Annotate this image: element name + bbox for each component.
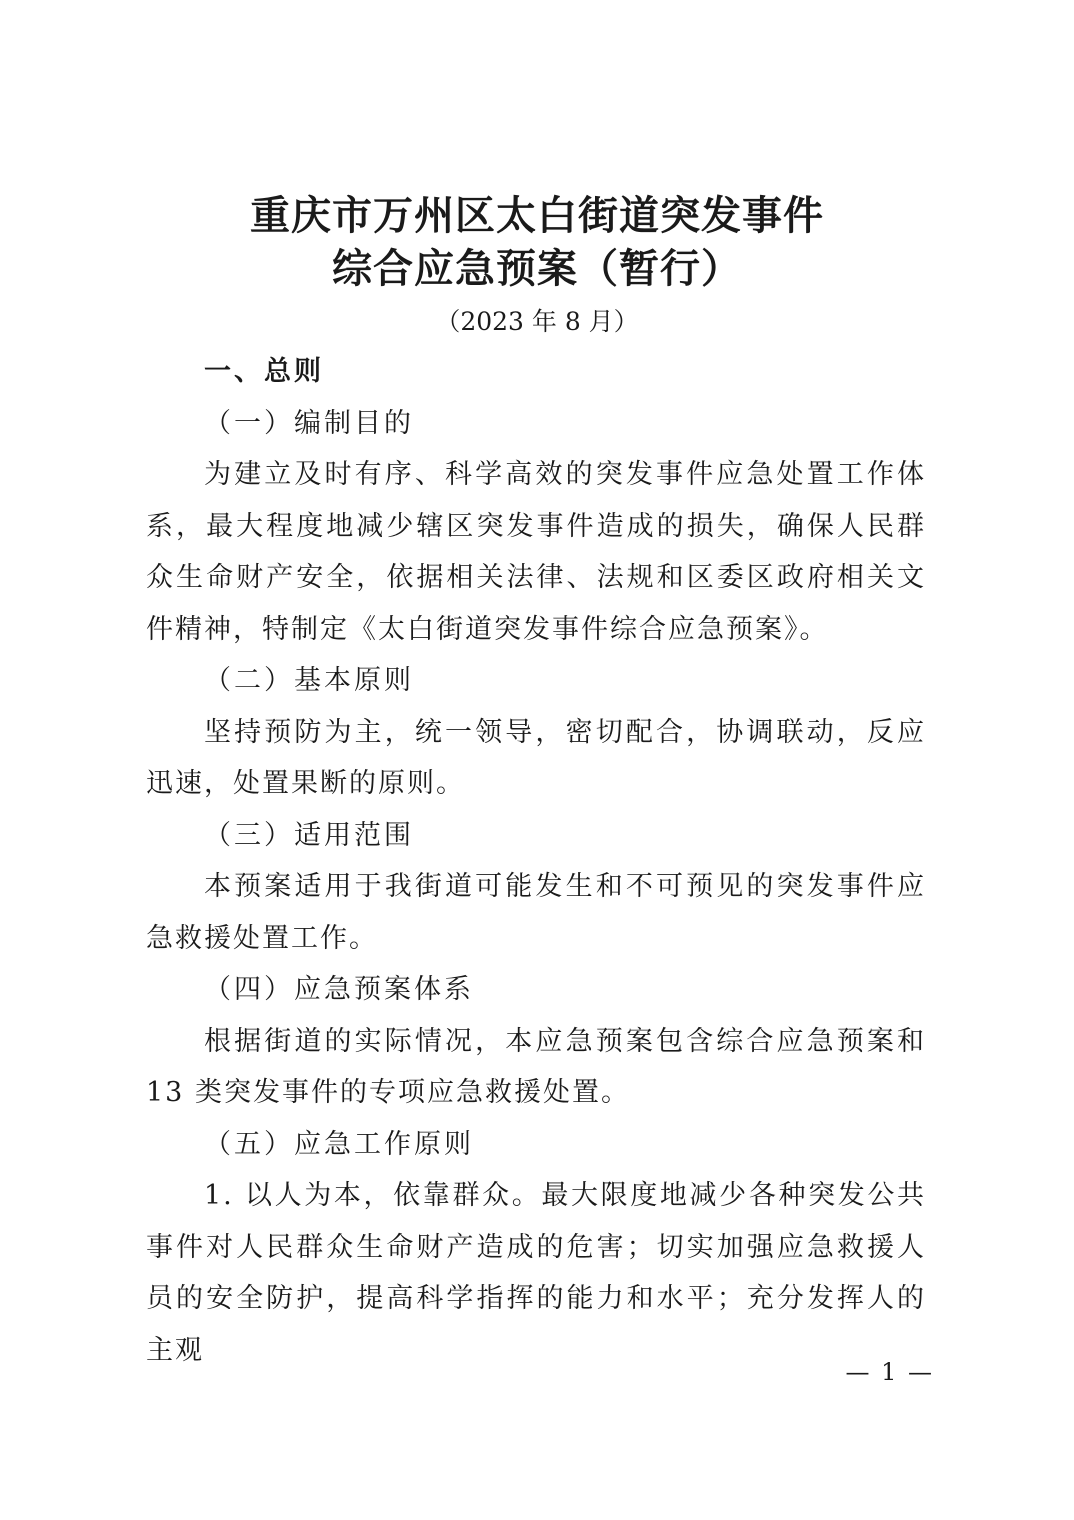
subsection-heading-work-principle: （五）应急工作原则 [204, 1128, 474, 1160]
paragraph-purpose: 为建立及时有序、科学高效的突发事件应急处置工作体系，最大程度地减少辖区突发事件造成的损失，确保人民群众生命财产安全，依据相关法律、法规和区委区政府相关文件精神，特制定《太白街道突发事件综合应急预案》。 [146, 459, 926, 645]
document-title-line2: 综合应急预案（暂行） [332, 245, 742, 292]
paragraph-system: 根据街道的实际情况，本应急预案包含综合应急预案和 13 类突发事件的专项应急救援处置。 [146, 1025, 926, 1108]
subsection-heading-purpose: （一）编制目的 [204, 407, 414, 439]
subsection-heading-principle: （二）基本原则 [204, 665, 414, 696]
page-number: — 1 — [845, 1358, 934, 1386]
document-title-line1: 重庆市万州区太白街道突发事件 [250, 192, 824, 239]
paragraph-scope: 本预案适用于我街道可能发生和不可预见的突发事件应急救援处置工作。 [146, 871, 926, 954]
paragraph-principle: 坚持预防为主，统一领导，密切配合，协调联动，反应迅速，处置果断的原则。 [146, 716, 926, 799]
subsection-heading-system: （四）应急预案体系 [204, 974, 474, 1005]
section-heading-general: 一、总则 [204, 356, 324, 387]
subsection-heading-scope: （三）适用范围 [204, 819, 414, 851]
paragraph-work-principle-1: 1. 以人为本，依靠群众。最大限度地减少各种突发公共事件对人民群众生命财产造成的危害；切实加强应急救援人员的安全防护，提高科学指挥的能力和水平；充分发挥人的主观 [146, 1180, 926, 1366]
document-date: （2023 年 8 月） [435, 307, 639, 336]
document-body [146, 346, 926, 1376]
